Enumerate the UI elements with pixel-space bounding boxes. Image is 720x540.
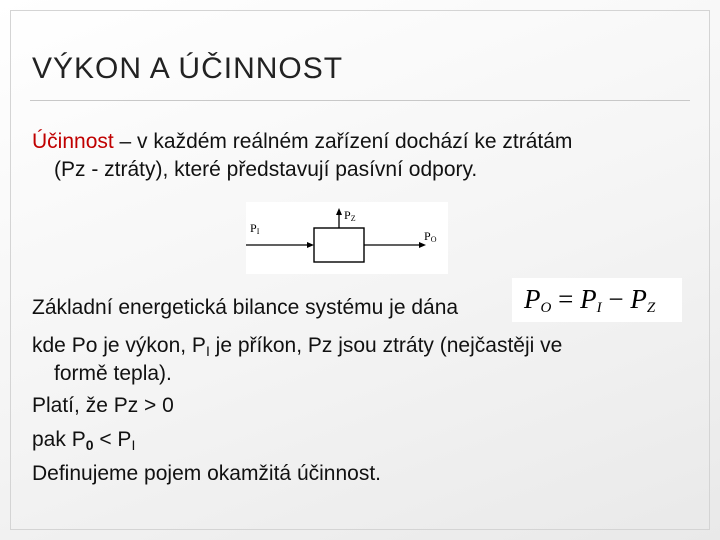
energy-flow-diagram [246, 202, 448, 274]
input-label: PI [250, 221, 260, 236]
intro-text-line2: (Pz - ztráty), které představují pasívní odpory. [54, 158, 478, 181]
term-ucinnost: Účinnost [32, 130, 114, 153]
system-box [314, 228, 364, 262]
title-divider [30, 100, 690, 101]
pak-text-b: < P [93, 428, 132, 451]
loss-label: PZ [344, 208, 356, 223]
kde-text-b: je příkon, Pz jsou ztráty (nejčastěji ve [209, 334, 563, 357]
pak-sub0: 0 [85, 437, 94, 453]
loss-arrow-head [336, 208, 342, 215]
pak-line [32, 426, 135, 454]
kde-text-a: kde Po je výkon, P [32, 334, 206, 357]
balance-formula [512, 278, 682, 322]
slide-title: VÝKON A ÚČINNOST [32, 52, 344, 85]
pak-text-a: pak P [32, 428, 86, 451]
kde-text-c: formě tepla). [54, 362, 172, 385]
input-arrow-head [307, 242, 314, 248]
intro-text-line1: – v každém reálném zařízení dochází ke ztrátám [113, 130, 573, 153]
kde-sub: I [205, 343, 210, 359]
balance-line: Základní energetická bilance systému je dána [32, 296, 459, 319]
plati-line: Platí, že Pz > 0 [32, 394, 174, 417]
output-label: PO [424, 229, 437, 244]
kde-paragraph [32, 332, 562, 388]
energy-flow-svg [246, 202, 448, 274]
definition-line: Definujeme pojem okamžitá účinnost. [32, 462, 382, 485]
pak-sub1: I [131, 437, 136, 453]
formula-text: $P_O = P_I - P_Z$ [524, 284, 656, 316]
intro-paragraph [32, 128, 572, 184]
